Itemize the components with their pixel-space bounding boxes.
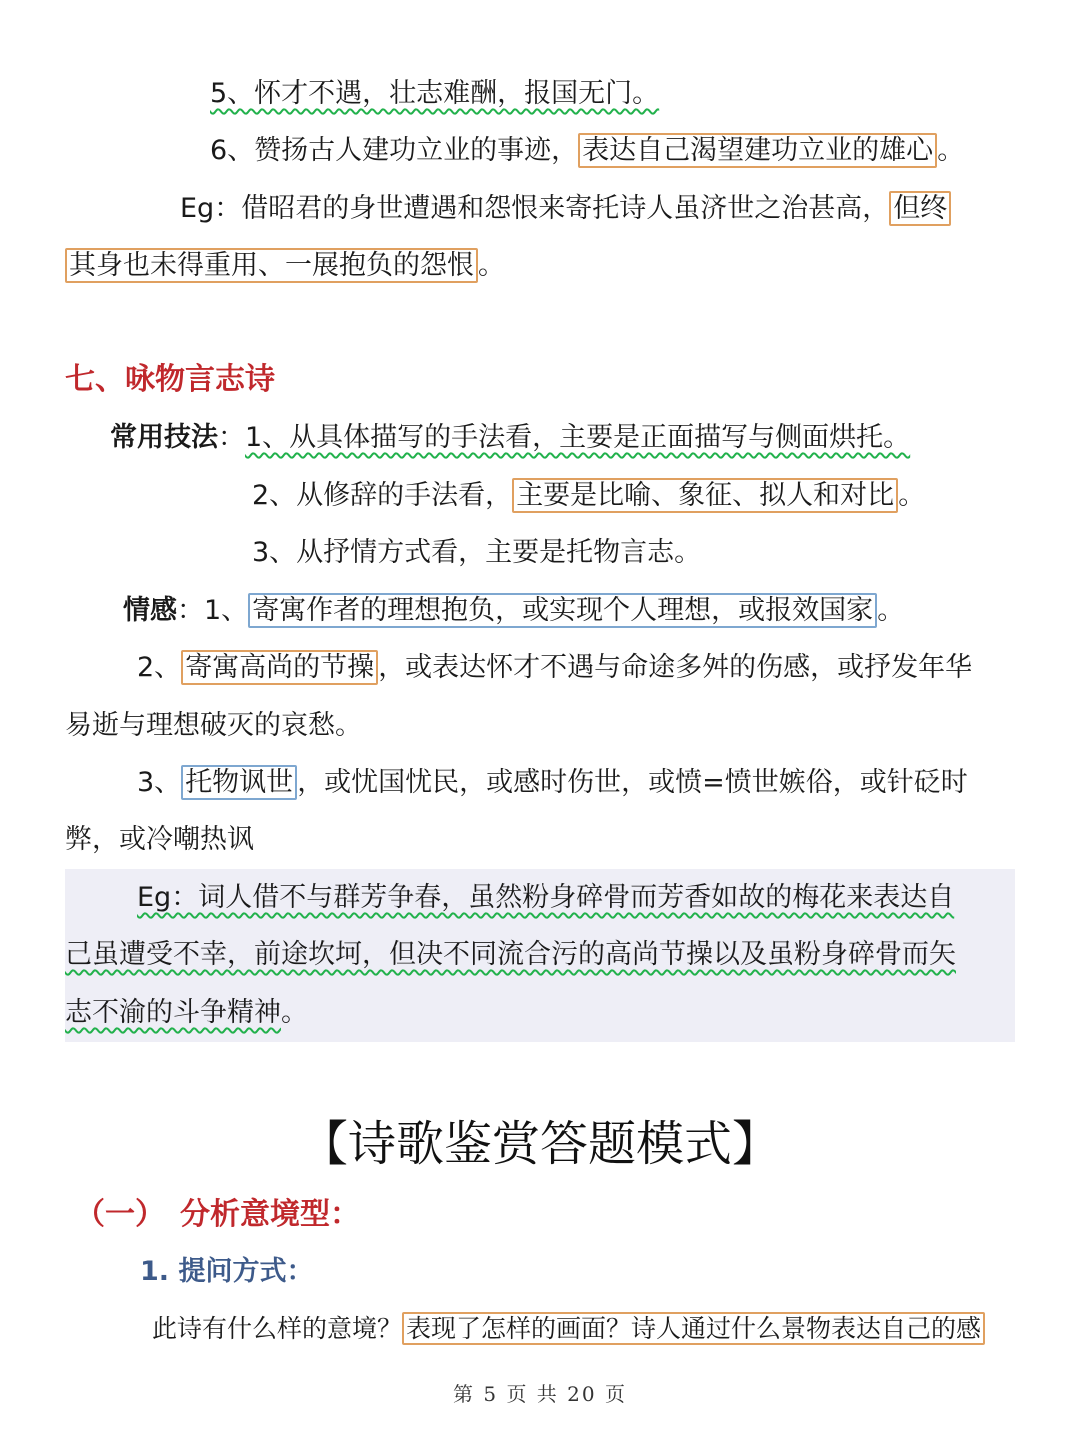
- question-text-a: 此诗有什么样的意境？: [152, 1314, 403, 1343]
- eg-1-highlight-b: 其身也未得重用、一展抱负的怨恨: [65, 248, 478, 283]
- technique-2-text: 2、从修辞的手法看，: [252, 480, 513, 511]
- emotion-3-highlight: 托物讽世: [181, 765, 297, 800]
- emotion-2: [137, 648, 972, 688]
- emotion-1-end: 。: [877, 595, 905, 626]
- technique-3-text: 3、从抒情方式看，主要是托物言志。: [252, 537, 702, 568]
- eg-2-text-1: Eg：词人借不与群芳争春，虽然粉身碎骨而芳香如故的梅花来表达自: [137, 882, 955, 913]
- emotion-2-text: ，或表达怀才不遇与命途多舛的伤感，或抒发年华: [378, 652, 973, 683]
- question-method-title: 1. 提问方式：: [140, 1256, 314, 1287]
- eg-1-end: 。: [478, 250, 505, 281]
- emotion-colon: ：: [177, 595, 204, 626]
- eg-1-highlight-a: 但终: [889, 191, 951, 226]
- eg-1-line1: [180, 189, 951, 229]
- emotion-1-num: 1、: [204, 595, 249, 626]
- eg-1-text: Eg：借昭君的身世遭遇和怨恨来寄托诗人虽济世之治甚高，: [180, 193, 890, 224]
- emotion-3-num: 3、: [137, 767, 182, 798]
- eg-1-line2: [65, 246, 505, 286]
- question-method-text: [152, 1309, 985, 1349]
- emotion-3: [137, 763, 968, 803]
- section-7-title: 七、咏物言志诗: [65, 362, 275, 397]
- technique-2-end: 。: [898, 480, 926, 511]
- emotion-3-text-cont: 弊，或冷嘲热讽: [65, 824, 254, 855]
- eg-2-line1: [137, 878, 954, 918]
- page-footer: 第 5 页 共 20 页: [453, 1382, 627, 1406]
- analysis-type-title: （一） 分析意境型：: [75, 1197, 360, 1232]
- technique-3: [252, 533, 701, 573]
- emotion-1-highlight: 寄寓作者的理想抱负，或实现个人理想，或报效国家: [248, 593, 877, 628]
- emotion-1: [123, 591, 904, 631]
- emotion-2-cont: [65, 706, 362, 746]
- answer-pattern-title: 【诗歌鉴赏答题模式】: [299, 1116, 780, 1172]
- item-6-highlight: 表达自己渴望建功立业的雄心: [578, 133, 937, 168]
- eg-2-text-2: 己虽遭受不幸，前途坎坷，但决不同流合污的高尚节操以及虽粉身碎骨而矢: [65, 939, 956, 970]
- emotion-2-num: 2、: [137, 652, 182, 683]
- technique-colon: ：: [218, 422, 245, 453]
- eg-2-line2: [65, 935, 956, 975]
- emotion-label: 情感: [123, 595, 177, 626]
- item-5-text: 5、怀才不遇，壮志难酬，报国无门。: [210, 78, 660, 109]
- eg-2-end: 。: [281, 997, 308, 1028]
- technique-2: [252, 476, 925, 516]
- item-6-text: 6、赞扬古人建功立业的事迹，: [210, 135, 579, 166]
- item-5: [210, 74, 659, 114]
- eg-2-text-3: 志不渝的斗争精神: [65, 997, 281, 1028]
- technique-label: 常用技法: [110, 422, 218, 453]
- technique-1: [110, 418, 910, 458]
- technique-1-text: 1、从具体描写的手法看，主要是正面描写与侧面烘托。: [245, 422, 911, 453]
- emotion-2-highlight: 寄寓高尚的节操: [181, 650, 378, 685]
- question-text-highlight: 表现了怎样的画面？诗人通过什么景物表达自己的感: [402, 1312, 985, 1345]
- item-6-end: 。: [937, 135, 965, 166]
- emotion-2-text-cont: 易逝与理想破灭的哀愁。: [65, 710, 362, 741]
- technique-2-highlight: 主要是比喻、象征、拟人和对比: [512, 478, 898, 513]
- item-6: [210, 131, 964, 171]
- emotion-3-text: ，或忧国忧民，或感时伤世，或愤=愤世嫉俗，或针砭时: [297, 767, 968, 798]
- emotion-3-cont: [65, 820, 254, 860]
- eg-2-line3: [65, 993, 308, 1033]
